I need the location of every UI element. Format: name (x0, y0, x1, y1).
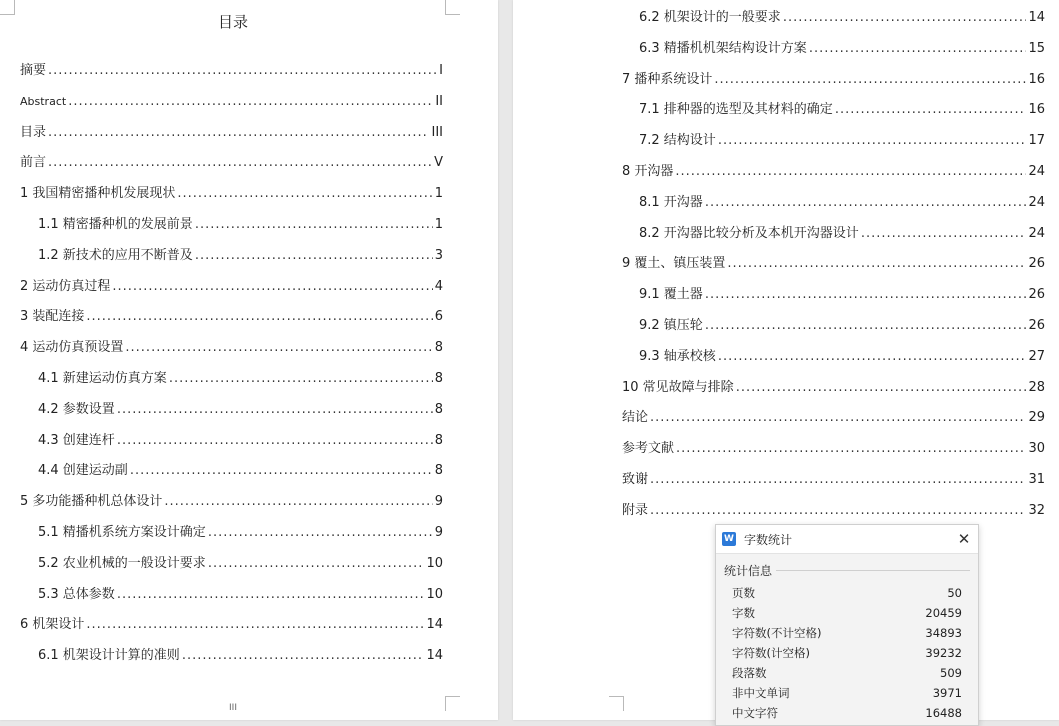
toc-entry-page: II (435, 93, 443, 109)
toc-entry-label: 4.2 参数设置 (38, 401, 115, 417)
toc-entry-label: 9.3 轴承校核 (639, 348, 716, 364)
toc-leader-dots (727, 254, 1026, 274)
toc-entry[interactable] (38, 646, 443, 666)
toc-entry-page: 30 (1028, 441, 1045, 457)
toc-leader-dots (718, 347, 1027, 367)
toc-leader-dots (705, 193, 1027, 213)
toc-entry-page: 8 (434, 463, 443, 479)
toc-entry-label: 4.3 创建连杆 (38, 432, 115, 448)
toc-entry-page: 4 (434, 278, 443, 294)
toc-entry-label: 5.2 农业机械的一般设计要求 (38, 555, 206, 571)
toc-entry[interactable] (639, 316, 1045, 336)
stat-value: 20459 (925, 606, 962, 620)
page-number-footer: III (229, 703, 237, 713)
toc-entry-label: Abstract (20, 94, 67, 108)
stats-section-header (724, 562, 970, 579)
toc-leader-dots (195, 246, 433, 266)
toc-entry-label: 9.1 覆土器 (639, 287, 703, 303)
toc-leader-dots (117, 400, 433, 420)
toc-entry-label: 结论 (622, 410, 649, 426)
toc-leader-dots (783, 8, 1027, 28)
toc-entry-label: 目录 (20, 124, 47, 140)
toc-entry-page: 28 (1028, 379, 1045, 395)
toc-entry-page: 14 (426, 648, 443, 664)
toc-leader-dots (117, 585, 425, 605)
toc-leader-dots (835, 100, 1027, 120)
stat-label: 字数 (732, 606, 755, 620)
toc-entry-label: 2 运动仿真过程 (20, 278, 111, 294)
dialog-title: 字数统计 (744, 532, 793, 547)
document-page-left (0, 0, 498, 720)
stat-row (716, 703, 978, 723)
dialog-titlebar[interactable] (716, 525, 978, 554)
toc-entry-label: 4.1 新建运动仿真方案 (38, 371, 167, 386)
toc-leader-dots (195, 215, 433, 235)
toc-entry-label: 7.2 结构设计 (639, 133, 716, 149)
toc-entry[interactable] (639, 100, 1045, 120)
toc-entry[interactable] (622, 470, 1045, 490)
toc-entry[interactable] (20, 615, 443, 635)
toc-leader-dots (650, 408, 1026, 428)
toc-leader-dots (736, 378, 1027, 398)
toc-entry[interactable] (622, 254, 1045, 274)
toc-entry-page: 14 (1028, 10, 1045, 25)
toc-entry[interactable] (639, 8, 1045, 28)
toc-entry[interactable] (20, 61, 443, 81)
toc-leader-dots (164, 492, 432, 512)
toc-entry-label: 3 装配连接 (20, 309, 85, 325)
toc-leader-dots (182, 646, 425, 666)
toc-entry-page: 6 (434, 309, 443, 325)
toc-entry[interactable] (639, 131, 1045, 151)
toc-entry-label: 1.1 精密播种机的发展前景 (38, 217, 193, 232)
toc-entry[interactable] (639, 285, 1045, 305)
toc-leader-dots (117, 431, 433, 451)
toc-leader-dots (169, 369, 433, 389)
word-count-dialog (715, 524, 979, 726)
toc-entry[interactable] (20, 92, 443, 112)
toc-entry[interactable] (38, 585, 443, 605)
toc-leader-dots (705, 285, 1027, 305)
toc-entry-page: 24 (1028, 225, 1045, 241)
toc-leader-dots (650, 470, 1026, 490)
stat-row (716, 603, 978, 623)
toc-entry-label: 6.2 机架设计的一般要求 (639, 10, 781, 25)
stat-row (716, 663, 978, 683)
toc-entry-page: 27 (1028, 348, 1045, 364)
toc-entry[interactable] (38, 400, 443, 420)
toc-leader-dots (68, 92, 433, 112)
toc-entry-label: 10 常见故障与排除 (622, 379, 734, 395)
close-icon[interactable]: ✕ (957, 530, 971, 548)
toc-entry-page: 8 (434, 340, 443, 356)
toc-entry-label: 8 开沟器 (622, 164, 674, 179)
toc-leader-dots (177, 184, 432, 204)
toc-entry[interactable] (639, 224, 1045, 244)
toc-entry-page: 16 (1028, 71, 1045, 87)
toc-entry-label: 7 播种系统设计 (622, 71, 713, 87)
toc-leader-dots (208, 554, 425, 574)
toc-entry[interactable] (38, 461, 443, 481)
stat-label: 段落数 (732, 666, 767, 680)
toc-leader-dots (112, 277, 432, 297)
toc-entry-label: 1 我国精密播种机发展现状 (20, 186, 176, 202)
toc-entry[interactable] (38, 523, 443, 543)
stats-list (716, 583, 978, 723)
toc-entry-label: 附录 (622, 502, 649, 518)
toc-leader-dots (48, 123, 429, 143)
toc-entry[interactable] (622, 439, 1045, 459)
toc-entry-label: 1.2 新技术的应用不断普及 (38, 247, 193, 263)
toc-entry-page: 1 (434, 186, 443, 202)
toc-entry-label: 前言 (20, 155, 47, 171)
toc-entry[interactable] (20, 184, 443, 204)
toc-entry[interactable] (622, 378, 1045, 398)
toc-entry-label: 参考文献 (622, 441, 675, 457)
toc-leader-dots (130, 461, 433, 481)
toc-entry[interactable] (38, 554, 443, 574)
toc-entry-page: III (431, 124, 443, 140)
toc-leader-dots (125, 338, 432, 358)
toc-leader-dots (718, 131, 1027, 151)
toc-entry[interactable] (622, 162, 1045, 182)
toc-entry-label: 4 运动仿真预设置 (20, 340, 124, 356)
toc-entry[interactable] (20, 492, 443, 512)
toc-entry-label: 8.1 开沟器 (639, 194, 703, 210)
stat-value: 16488 (925, 706, 962, 720)
stat-label: 非中文单词 (732, 686, 790, 700)
toc-leader-dots (86, 307, 432, 327)
toc-entry[interactable] (20, 153, 443, 173)
stat-value: 39232 (925, 646, 962, 660)
toc-entry-label: 7.1 排种器的选型及其材料的确定 (639, 102, 833, 118)
toc-leader-dots (208, 523, 433, 543)
toc-entry-label: 摘要 (20, 63, 47, 78)
toc-entry-label: 6.3 精播机机架结构设计方案 (639, 40, 807, 56)
toc-leader-dots (676, 439, 1026, 459)
stat-value: 3971 (932, 686, 962, 700)
stat-row (716, 643, 978, 663)
toc-leader-dots (48, 61, 437, 81)
toc-entry-page: V (434, 155, 443, 171)
toc-entry-page: 10 (426, 586, 443, 602)
toc-entry[interactable] (622, 501, 1045, 521)
toc-leader-dots (714, 70, 1026, 90)
toc-entry-page: 8 (434, 371, 443, 386)
stat-row (716, 683, 978, 703)
toc-entry[interactable] (639, 347, 1045, 367)
toc-entry-label: 9.2 镇压轮 (639, 318, 703, 333)
toc-entry-page: 9 (434, 494, 443, 510)
toc-entry[interactable] (639, 193, 1045, 213)
toc-leader-dots (650, 501, 1026, 521)
toc-entry-page: 24 (1028, 194, 1045, 210)
toc-entry-page: I (439, 63, 443, 78)
toc-entry-page: 32 (1028, 502, 1045, 518)
toc-entry-page: 26 (1028, 287, 1045, 303)
toc-entry[interactable] (38, 215, 443, 235)
stat-row (716, 583, 978, 603)
toc-leader-dots (705, 316, 1027, 336)
toc-entry-page: 26 (1028, 318, 1045, 333)
toc-entry-label: 8.2 开沟器比较分析及本机开沟器设计 (639, 225, 859, 241)
toc-leader-dots (675, 162, 1026, 182)
toc-entry[interactable] (38, 431, 443, 451)
toc-entry[interactable] (38, 246, 443, 266)
toc-entry[interactable] (622, 70, 1045, 90)
toc-entry-page: 17 (1028, 133, 1045, 149)
toc-entry-label: 4.4 创建运动副 (38, 463, 128, 479)
toc-leader-dots (86, 615, 424, 635)
toc-entry-page: 10 (426, 555, 443, 571)
stat-value: 50 (947, 586, 962, 600)
stat-label: 页数 (732, 586, 755, 600)
toc-entry[interactable] (20, 338, 443, 358)
toc-entry[interactable] (20, 277, 443, 297)
toc-title: 目录 (217, 13, 248, 31)
toc-leader-dots (861, 224, 1027, 244)
toc-entry-page: 14 (426, 617, 443, 633)
toc-entry[interactable] (38, 369, 443, 389)
toc-entry-page: 8 (434, 401, 443, 417)
stat-label: 字符数(不计空格) (732, 626, 822, 640)
stat-value: 509 (940, 666, 962, 680)
toc-entry-page: 29 (1028, 410, 1045, 426)
toc-entry-label: 5 多功能播种机总体设计 (20, 494, 163, 510)
toc-entry-label: 9 覆土、镇压装置 (622, 256, 726, 272)
toc-entry-label: 6.1 机架设计计算的准则 (38, 648, 180, 664)
toc-entry[interactable] (622, 408, 1045, 428)
toc-entry-page: 16 (1028, 102, 1045, 118)
toc-entry-page: 24 (1028, 164, 1045, 179)
toc-leader-dots (48, 153, 432, 173)
toc-entry-label: 5.3 总体参数 (38, 586, 115, 602)
toc-entry-page: 1 (434, 217, 443, 232)
margin-mark (609, 696, 624, 711)
toc-entry-page: 31 (1028, 472, 1045, 487)
toc-entry[interactable] (639, 39, 1045, 59)
toc-entry-page: 3 (434, 247, 443, 263)
toc-entry-label: 5.1 精播机系统方案设计确定 (38, 525, 206, 540)
toc-entry[interactable] (20, 307, 443, 327)
stat-row (716, 623, 978, 643)
section-divider (776, 570, 970, 571)
stat-value: 34893 (925, 626, 962, 640)
wps-writer-icon: W (722, 532, 736, 546)
stat-label: 字符数(计空格) (732, 646, 810, 660)
toc-entry-page: 8 (434, 432, 443, 448)
stat-label: 中文字符 (732, 706, 778, 720)
toc-leader-dots (809, 39, 1027, 59)
stats-section-label: 统计信息 (724, 564, 773, 578)
toc-entry-page: 9 (434, 525, 443, 540)
toc-entry-label: 致谢 (622, 472, 649, 487)
toc-entry-page: 26 (1028, 256, 1045, 272)
toc-entry-page: 15 (1028, 40, 1045, 56)
toc-entry[interactable] (20, 123, 443, 143)
toc-entry-label: 6 机架设计 (20, 617, 85, 633)
